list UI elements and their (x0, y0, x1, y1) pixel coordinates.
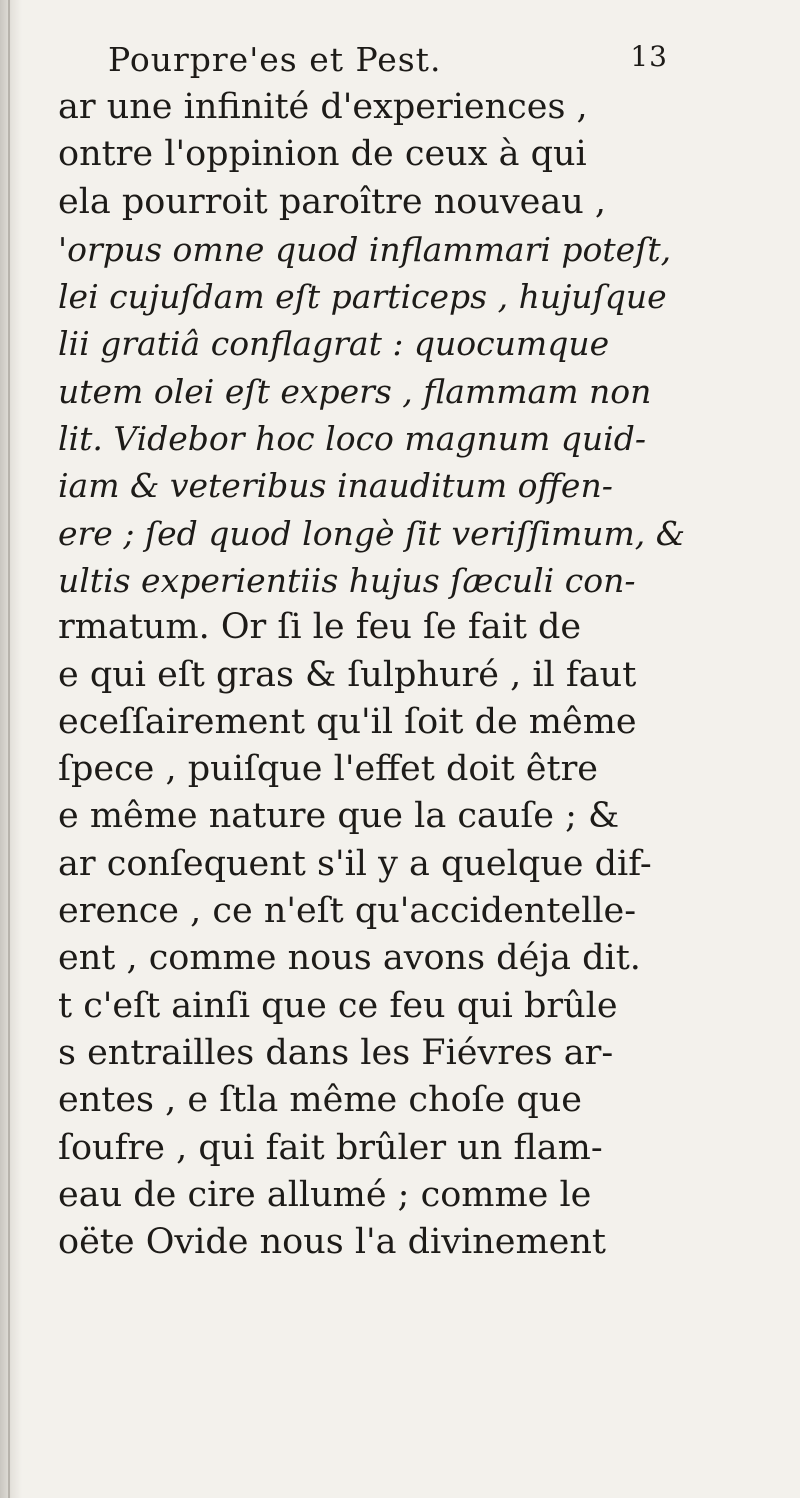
text-line-17: ar conſequent s'il y a quelque dif- (58, 843, 652, 884)
text-line-16: e même nature que la cauſe ; & (58, 796, 620, 837)
text-line-12: rmatum. Or ſi le feu ſe fait de (58, 607, 582, 648)
text-line-18: erence , ce n'eſt qu'accidentelle- (58, 891, 637, 932)
running-head-title: Pourpre'es et Pest. (108, 40, 442, 79)
text-line-25: oëte Ovide nous l'a divinement (58, 1222, 606, 1263)
text-line-10: ere ; ſed quod longè ſit veriſſimum, & (58, 513, 686, 553)
text-line-13: e qui eſt gras & ſulphuré , il faut (58, 654, 637, 695)
text-line-22: entes , e ſtla même choſe que (58, 1080, 583, 1121)
text-line-5: lei cujuſdam eſt particeps , hujuſque (58, 277, 667, 317)
text-line-20: t c'eſt ainſi que ce feu qui brûle (58, 985, 618, 1026)
text-line-15: ſpece , puiſque l'effet doit être (58, 749, 599, 790)
text-line-2: ontre l'oppinion de ceux à qui (58, 134, 587, 175)
running-header (108, 40, 668, 79)
page-gutter-shadow (0, 0, 22, 1498)
text-line-1: ar une infinité d'experiences , (58, 87, 588, 127)
page-body (58, 84, 798, 1266)
text-line-24: eau de cire allumé ; comme le (58, 1174, 592, 1215)
text-line-6: lii gratiâ conflagrat : quocumque (58, 324, 610, 364)
text-line-7: utem olei eſt expers , flammam non (58, 371, 652, 411)
text-line-9: iam & veteribus inauditum offen- (58, 466, 613, 506)
text-line-8: lit. Videbor hoc loco magnum quid- (58, 419, 647, 459)
text-line-4: 'orpus omne quod inflammari poteſt, (58, 229, 672, 269)
text-line-19: ent , comme nous avons déja dit. (58, 938, 641, 979)
page-number: 13 (630, 40, 668, 73)
text-line-21: s entrailles dans les Fiévres ar- (58, 1032, 614, 1073)
text-line-23: ſoufre , qui fait brûler un flam- (58, 1127, 603, 1168)
binding-edge (8, 0, 10, 1498)
text-line-11: ultis experientiis hujus ſæculi con- (58, 560, 636, 600)
text-line-14: eceſſairement qu'il ſoit de même (58, 701, 637, 742)
text-line-3: ela pourroit paroître nouveau , (58, 181, 607, 222)
